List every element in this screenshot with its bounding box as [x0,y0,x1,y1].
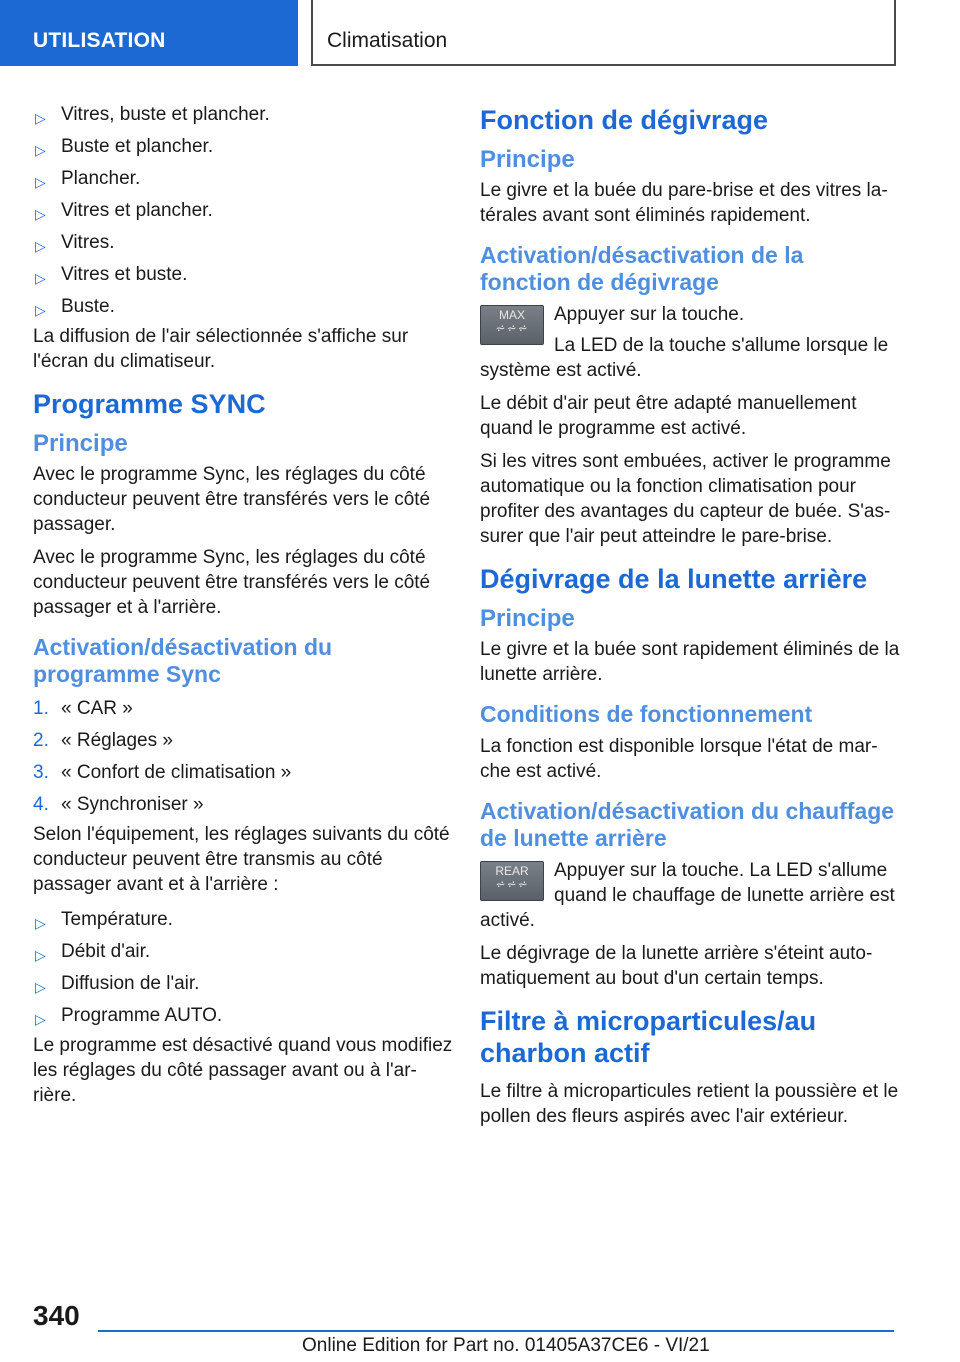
heading-activation-degivrage: Activation/désactivation de la fonction de dégivrage [480,242,804,295]
list-item: ▷ Buste et plancher. [33,132,453,164]
footer-divider [98,1330,894,1332]
list-item: ▷ Vitres, buste et plancher. [33,100,453,132]
paragraph: La diffusion de l'air sélectionnée s'affiche sur l'écran du climatiseur. [33,326,409,372]
page-number: 340 [33,1300,80,1331]
list-item: ▷ Plancher. [33,164,453,196]
rear-defrost-icon: REAR ⩫⩫⩫ [480,861,544,901]
max-defrost-icon: MAX ⩫⩫⩫ [480,305,544,345]
list-item: ▷ Température. [33,905,453,937]
list-item: ▷ Diffusion de l'air. [33,969,453,1001]
triangle-bullet-icon: ▷ [35,1011,46,1027]
paragraph: Appuyer sur la touche. La LED s'allume quand le chauffage de lunette arrière est activé. [480,860,895,931]
heading-principe: Principe [33,430,128,457]
list-item: ▷ Vitres et buste. [33,260,453,292]
paragraph: Avec le programme Sync, les réglages du côté conducteur peuvent être transférés vers le côté passager et à l'arrière. [33,547,431,618]
list-item: ▷ Vitres. [33,228,453,260]
heading-activation-sync: Activation/désactivation du programme Sync [33,634,333,687]
section-tab: UTILISATION [0,0,298,66]
triangle-bullet-icon: ▷ [35,270,46,286]
max-button-instruction [480,302,900,383]
paragraph: Le givre et la buée du pare-brise et des vitres latérales avant sont éliminés rapidement. [480,180,888,226]
air-distribution-list [33,100,453,324]
triangle-bullet-icon: ▷ [35,979,46,995]
heading-conditions: Conditions de fonctionnement [480,701,813,727]
list-item: ▷ Programme AUTO. [33,1001,453,1033]
triangle-bullet-icon: ▷ [35,947,46,963]
left-column [33,100,453,1116]
paragraph: Le givre et la buée sont rapidement éliminés de la lunette arrière. [480,639,900,685]
heading-lunette: Dégivrage de la lunette arrière [480,564,868,594]
transmitted-settings-list [33,905,453,1033]
paragraph: Le filtre à microparticules retient la poussière et le pollen des fleurs aspirés avec l'air extérieur. [480,1081,899,1127]
chapter-title: Climatisation [311,0,896,66]
rear-button-instruction [480,858,900,933]
list-item: ▷ Buste. [33,292,453,324]
triangle-bullet-icon: ▷ [35,174,46,190]
heading-degivrage: Fonction de dégivrage [480,105,769,135]
paragraph: Si les vitres sont embuées, activer le programme automatique ou la fonction climatisation pour profiter des avantages du capteur de buée. S'assurer que l'air peut atteindre le pare-brise. [480,451,891,547]
paragraph: La LED de la touche s'allume lorsque le système est activé. [480,335,889,381]
paragraph: Appuyer sur la touche. [554,304,745,325]
triangle-bullet-icon: ▷ [35,110,46,126]
heading-principe: Principe [480,605,575,632]
triangle-bullet-icon: ▷ [35,915,46,931]
list-item: 2. « Réglages » [33,730,173,751]
list-item: ▷ Vitres et plancher. [33,196,453,228]
triangle-bullet-icon: ▷ [35,238,46,254]
list-item: 3. « Confort de climatisation » [33,762,292,783]
paragraph: La fonction est disponible lorsque l'état de marche est activé. [480,736,878,782]
triangle-bullet-icon: ▷ [35,142,46,158]
paragraph: Selon l'équipement, les réglages suivants du côté conducteur peuvent être transmis au côté passager avant et à l'arrière : [33,824,450,895]
heading-sync: Programme SYNC [33,389,266,419]
paragraph: Le programme est désactivé quand vous modifiez les réglages du côté passager avant ou à l'arrière. [33,1035,453,1106]
list-item: 1. « CAR » [33,698,133,719]
paragraph: Le débit d'air peut être adapté manuellement quand le programme est activé. [480,393,857,439]
edition-note: Online Edition for Part no. 01405A37CE6 - VI/21 [302,1335,710,1356]
paragraph: Le dégivrage de la lunette arrière s'éteint automatiquement au bout d'un certain temps. [480,943,873,989]
list-item: ▷ Débit d'air. [33,937,453,969]
steps-list [33,694,453,822]
heat-waves-icon: ⩫⩫⩫ [495,321,529,335]
triangle-bullet-icon: ▷ [35,302,46,318]
heading-filtre: Filtre à microparticules/au charbon actif [480,1006,817,1068]
list-item: 4. « Synchroniser » [33,794,204,815]
heat-waves-icon: ⩫⩫⩫ [495,877,529,891]
paragraph: Avec le programme Sync, les réglages du côté conducteur peuvent être transférés vers le côté passager. [33,464,431,535]
heading-principe: Principe [480,146,575,173]
right-column [480,100,900,1137]
triangle-bullet-icon: ▷ [35,206,46,222]
heading-activation-lunette: Activation/désactivation du chauffage de lunette arrière [480,798,895,851]
